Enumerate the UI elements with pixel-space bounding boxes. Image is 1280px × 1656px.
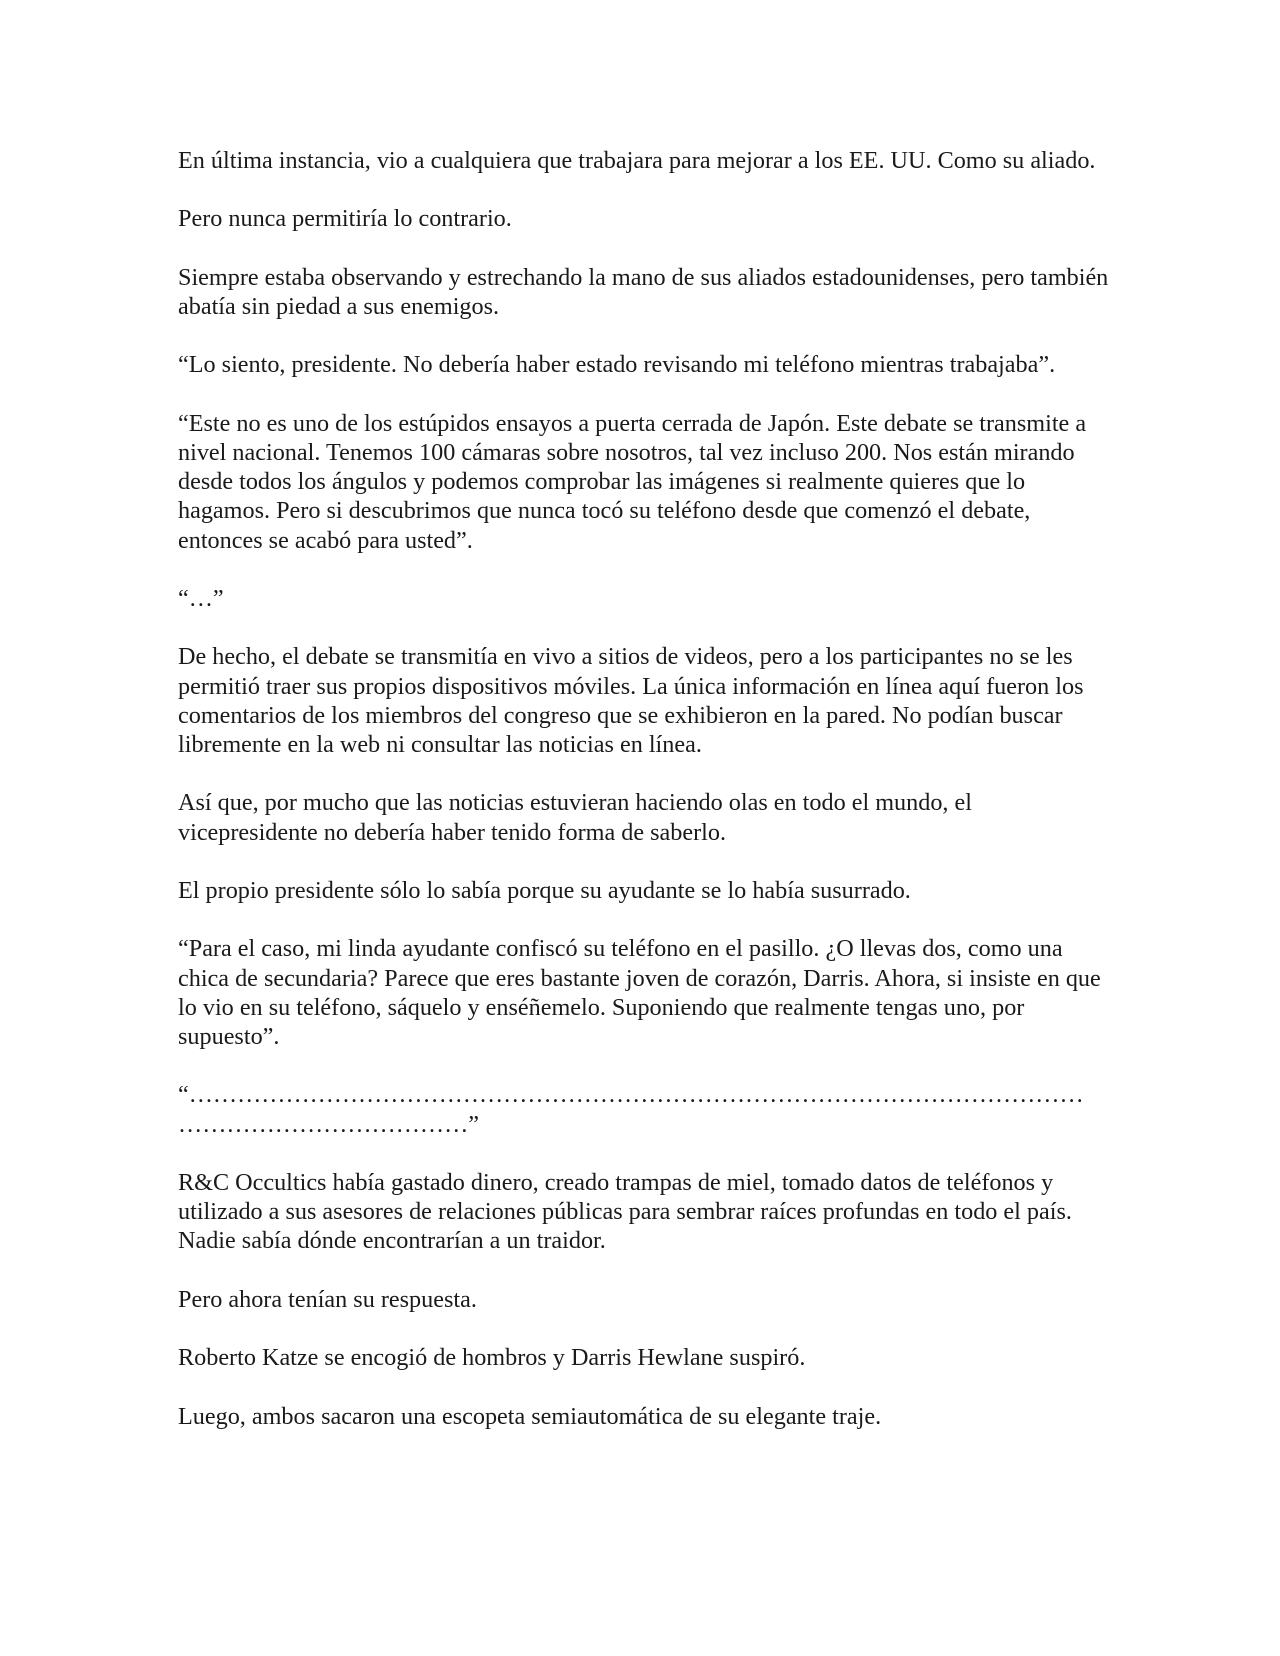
paragraph: Pero nunca permitiría lo contrario. <box>178 205 512 233</box>
paragraph: De hecho, el debate se transmitía en vivo a sitios de videos, pero a los participantes no se les permitió traer sus propios dispositivos móviles. La única información en línea aquí fueron los comentarios de los miembros del congreso que se exhibieron en la pared. No podían buscar libremente en la web ni consultar las noticias en línea. <box>178 643 1084 758</box>
paragraph: Luego, ambos sacaron una escopeta semiautomática de su elegante traje. <box>178 1402 882 1430</box>
ellipsis-paragraph <box>178 1080 1113 1138</box>
paragraph: “Para el caso, mi linda ayudante confiscó su teléfono en el pasillo. ¿O llevas dos, como una chica de secundaria? Parece que eres bastante joven de corazón, Darris. Ahora, si insiste en que lo vio en su teléfono, sáquelo y enséñemelo. Suponiendo que realmente tengas uno, por supuesto”. <box>178 935 1101 1050</box>
paragraph: Roberto Katze se encogió de hombros y Darris Hewlane suspiró. <box>178 1344 806 1372</box>
paragraph: “…” <box>178 584 224 612</box>
paragraph: El propio presidente sólo lo sabía porque su ayudante se lo había susurrado. <box>178 876 911 904</box>
paragraph: Siempre estaba observando y estrechando la mano de sus aliados estadounidenses, pero también abatía sin piedad a sus enemigos. <box>178 263 1109 320</box>
document-body <box>178 146 1113 1460</box>
paragraph: R&C Occultics había gastado dinero, creado trampas de miel, tomado datos de teléfonos y utilizado a sus asesores de relaciones públicas para sembrar raíces profundas en todo el país. Nadie sabía dónde encontrarían a un traidor. <box>178 1168 1072 1255</box>
paragraph: “Este no es uno de los estúpidos ensayos a puerta cerrada de Japón. Este debate se transmite a nivel nacional. Tenemos 100 cámaras sobre nosotros, tal vez incluso 200. Nos están mirando desde todos los ángulos y podemos comprobar las imágenes si realmente quieres que lo hagamos. Pero si descubrimos que nunca tocó su teléfono desde que comenzó el debate, entonces se acabó para usted”. <box>178 409 1087 554</box>
paragraph: Así que, por mucho que las noticias estuvieran haciendo olas en todo el mundo, el vicepresidente no debería haber tenido forma de saberlo. <box>178 789 972 846</box>
paragraph: Pero ahora tenían su respuesta. <box>178 1285 477 1313</box>
paragraph: En última instancia, vio a cualquiera que trabajara para mejorar a los EE. UU. Como su aliado. <box>178 147 1096 174</box>
paragraph: “Lo siento, presidente. No debería haber estado revisando mi teléfono mientras trabajaba”. <box>178 351 1056 379</box>
ellipsis-line: “………………………………………………………………………………………………… <box>178 1081 1084 1109</box>
ellipsis-line: ………………………………” <box>178 1110 479 1138</box>
